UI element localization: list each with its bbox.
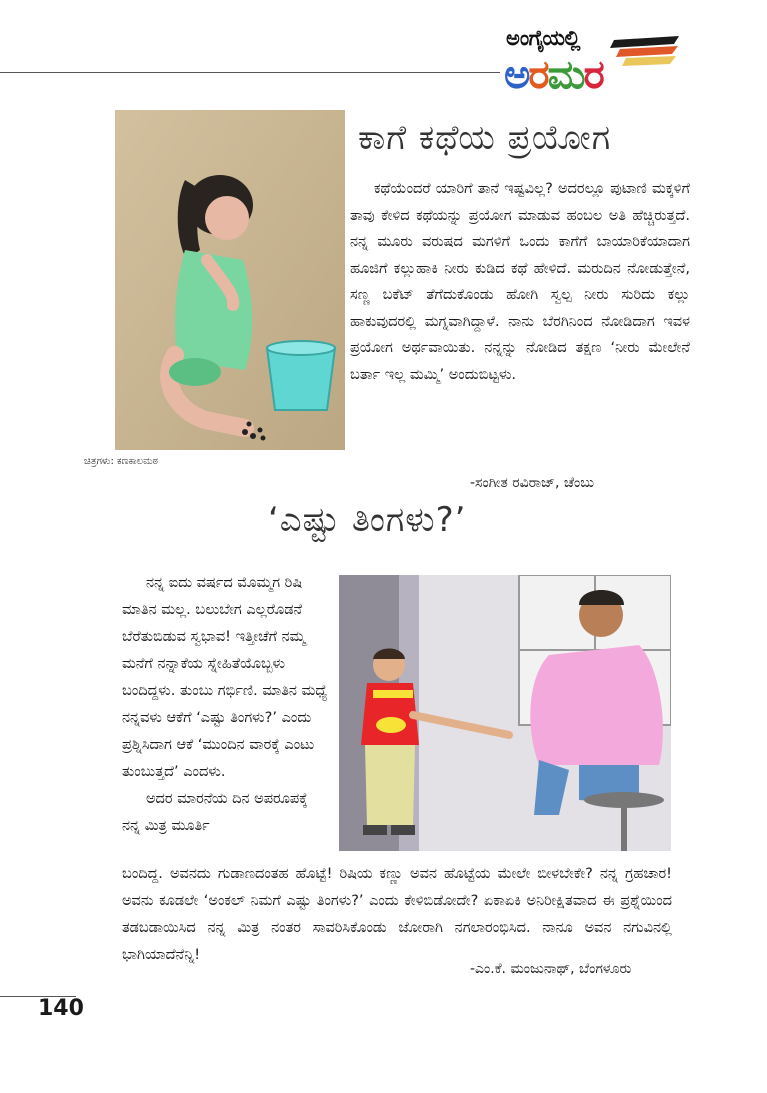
- story2-paragraph1: [122, 570, 330, 786]
- header-strips-icon: [604, 32, 684, 72]
- story2-author: -ಎಂ.ಕೆ. ಮಂಜುನಾಥ್, ಬೆಂಗಳೂರು: [470, 961, 632, 977]
- illustration-credit: ಚಿತ್ರಗಳು: ಕಣಕಾಲಮಠ: [84, 456, 158, 467]
- brand-letter-2: ರ: [528, 52, 548, 98]
- story2-paragraph2-start-text: ಅದರ ಮಾರನೆಯ ದಿನ ಅಪರೂಪಕ್ಕೆ ನನ್ನ ಮಿತ್ರ ಮೂರ್ತಿ: [122, 791, 308, 834]
- page-number: 140: [38, 996, 84, 1021]
- story2-paragraph1-text: ನನ್ನ ಐದು ವರ್ಷದ ಮೊಮ್ಮಗ ರಿಷಿ ಮಾತಿನ ಮಲ್ಲ. ಬಲುಬೇಗ ಎಲ್ಲರೊಡನೆ ಬೆರೆತುಬಿಡುವ ಸ್ವಭಾವ! ಇತ್ತೀಚೆಗೆ ನಮ್ಮ ಮನೆಗೆ ನನ್ನಾಕೆಯ ಸ್ನೇಹಿತೆಯೊಬ್ಬಳು ಬಂದಿದ್ದಳು. ತುಂಬು ಗರ್ಭಿಣಿ. ಮಾತಿನ ಮಧ್ಯೆ ನನ್ನವಳು ಆಕೆಗೆ ‘ಎಷ್ಟು ತಿಂಗಳು?’ ಎಂದು ಪ್ರಶ್ನಿಸಿದಾಗ ಆಕೆ ‘ಮುಂದಿನ ವಾರಕ್ಕೆ ಎಂಟು ತುಂಬುತ್ತದೆ’ ಎಂದಳು.: [122, 575, 328, 780]
- girl-with-bucket-illustration: [115, 110, 345, 450]
- brand-letter-1: ಅ: [504, 52, 529, 98]
- story1-title: ಕಾಗೆ ಕಥೆಯ ಪ್ರಯೋಗ: [358, 118, 612, 158]
- story2-column-text: [122, 570, 330, 840]
- story2-paragraph2-rest: ಬಂದಿದ್ದ. ಅವನದು ಗುಡಾಣದಂತಹ ಹೊಟ್ಟೆ! ರಿಷಿಯ ಕಣ್ಣು ಅವನ ಹೊಟ್ಟೆಯ ಮೇಲೇ ಬೀಳಬೇಕೇ? ನನ್ನ ಗ್ರಹಚಾರ! ಅವನು ಕೂಡಲೇ ‘ಅಂಕಲ್ ನಿಮಗೆ ಎಷ್ಟು ತಿಂಗಳು?’ ಎಂದು ಕೇಳಿಬಿಡೋದೇ? ಏಕಾಏಕಿ ಅನಿರೀಕ್ಷಿತವಾದ ಈ ಪ್ರಶ್ನೆಯಿಂದ ತಡಬಡಾಯಿಸಿದ ನನ್ನ ಮಿತ್ರ ನಂತರ ಸಾವರಿಸಿಕೊಂಡು ಜೋರಾಗಿ ನಗಲಾರಂಭಿಸಿದ. ನಾನೂ ಅವನ ನಗುವಿನಲ್ಲಿ ಭಾಗಿಯಾದೆನೆನ್ನಿ!: [122, 866, 672, 963]
- story2-paragraph2-start: [122, 786, 330, 840]
- brand-letter-4: ರ: [583, 52, 603, 98]
- series-title: ಅಂಗೈಯಲ್ಲಿ: [506, 26, 580, 50]
- story1-body-text: ಕಥೆಯೆಂದರೆ ಯಾರಿಗೆ ತಾನೆ ಇಷ್ಟವಿಲ್ಲ? ಅದರಲ್ಲೂ ಪುಟಾಣಿ ಮಕ್ಕಳಿಗೆ ತಾವು ಕೇಳಿದ ಕಥೆಯನ್ನು ಪ್ರಯೋಗ ಮಾಡುವ ಹಂಬಲ ಅತಿ ಹೆಚ್ಚಿರುತ್ತದೆ. ನನ್ನ ಮೂರು ವರುಷದ ಮಗಳಿಗೆ ಒಂದು ಕಾಗೆಗೆ ಬಾಯಾರಿಕೆಯಾದಾಗ ಹೂಜಿಗೆ ಕಲ್ಲುಹಾಕಿ ನೀರು ಕುಡಿದ ಕಥೆ ಹೇಳಿದೆ. ಮರುದಿನ ನೋಡುತ್ತೇನೆ, ಸಣ್ಣ ಬಕೆಟ್ ತೆಗೆದುಕೊಂಡು ಹೋಗಿ ಸ್ವಲ್ಪ ನೀರು ಸುರಿದು ಕಲ್ಲು ಹಾಕುವುದರಲ್ಲಿ ಮಗ್ನವಾಗಿದ್ದಾಳೆ. ನಾನು ಬೆರಗಿನಿಂದ ನೋಡಿದಾಗ ಇವಳ ಪ್ರಯೋಗ ಅರ್ಥವಾಯಿತು. ನನ್ನನ್ನು ನೋಡಿದ ತಕ್ಷಣ ‘ನೀರು ಮೇಲೇನೆ ಬರ್ತಾ ಇಲ್ಲ ಮಮ್ಮಿ’ ಅಂದುಬಿಟ್ಟಳು.: [350, 181, 690, 383]
- story1-body: [350, 176, 690, 388]
- header-rule: [0, 72, 500, 73]
- brand-logo: [504, 52, 603, 98]
- story1-author: -ಸಂಗೀತ ರವಿರಾಜ್, ಚೆಂಬು: [470, 475, 595, 491]
- brand-letter-3: ಮ: [547, 52, 584, 98]
- story2-title: ‘ಎಷ್ಟು ತಿಂಗಳು?’: [268, 500, 467, 540]
- boy-pointing-at-man-illustration: [339, 575, 671, 851]
